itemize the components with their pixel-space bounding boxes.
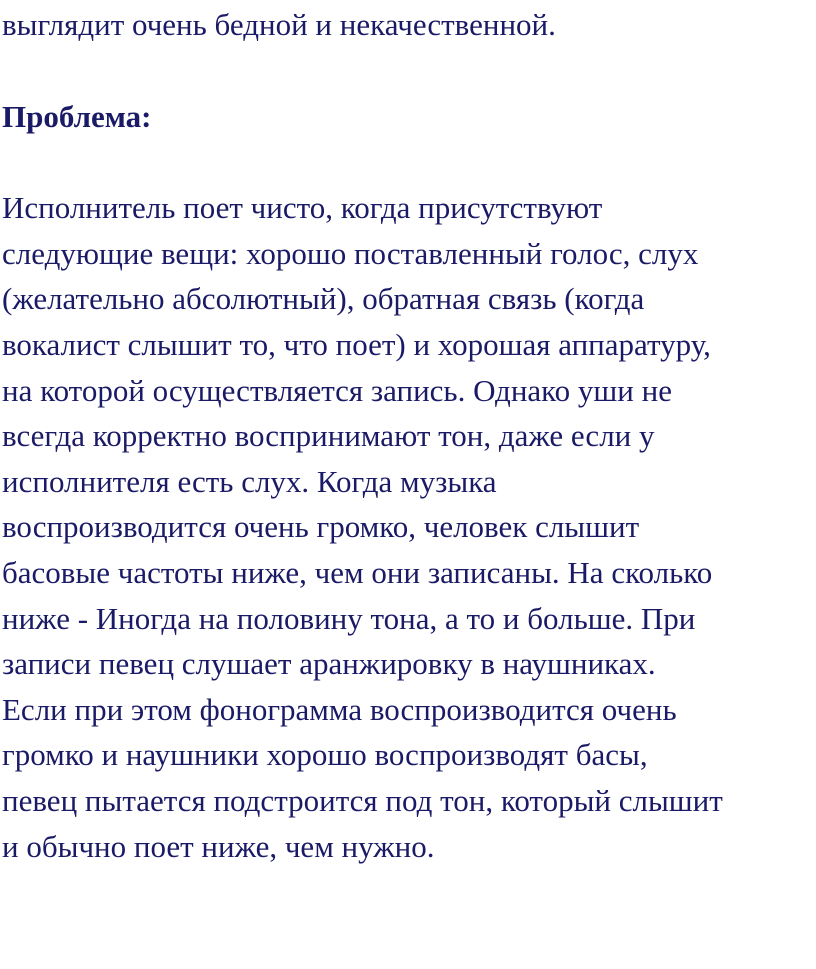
paragraph-line: и обычно поет ниже, чем нужно. [2,828,435,864]
paragraph-line: воспроизводится очень громко, человек слышит [2,509,640,545]
section-heading: Проблема: [2,98,152,134]
body-paragraph [2,185,814,869]
paragraph-line: исполнителя есть слух. Когда музыка [2,463,497,499]
paragraph-line: Если при этом фонограмма воспроизводится очень [2,691,677,727]
paragraph-line: вокалист слышит то, что поет) и хорошая аппаратуру, [2,326,711,362]
paragraph-line: ниже - Иногда на половину тона, а то и больше. При [2,600,696,636]
paragraph-line: громко и наушники хорошо воспроизводят басы, [2,737,648,773]
paragraph-line: записи певец слушает аранжировку в наушниках. [2,646,656,682]
document-page [2,0,814,869]
intro-text-line: выглядит очень бедной и некачественной. [2,7,556,42]
paragraph-line: всегда корректно воспринимают тон, даже если у [2,418,655,454]
paragraph-line: певец пытается подстроится под тон, который слышит [2,782,723,818]
paragraph-line: басовые частоты ниже, чем они записаны. На сколько [2,554,713,590]
paragraph-line: следующие вещи: хорошо поставленный голос, слух [2,235,699,271]
paragraph-line: на которой осуществляется запись. Однако уши не [2,372,672,408]
paragraph-line: Исполнитель поет чисто, когда присутствуют [2,190,603,226]
paragraph-line: (желательно абсолютный), обратная связь (когда [2,281,645,317]
